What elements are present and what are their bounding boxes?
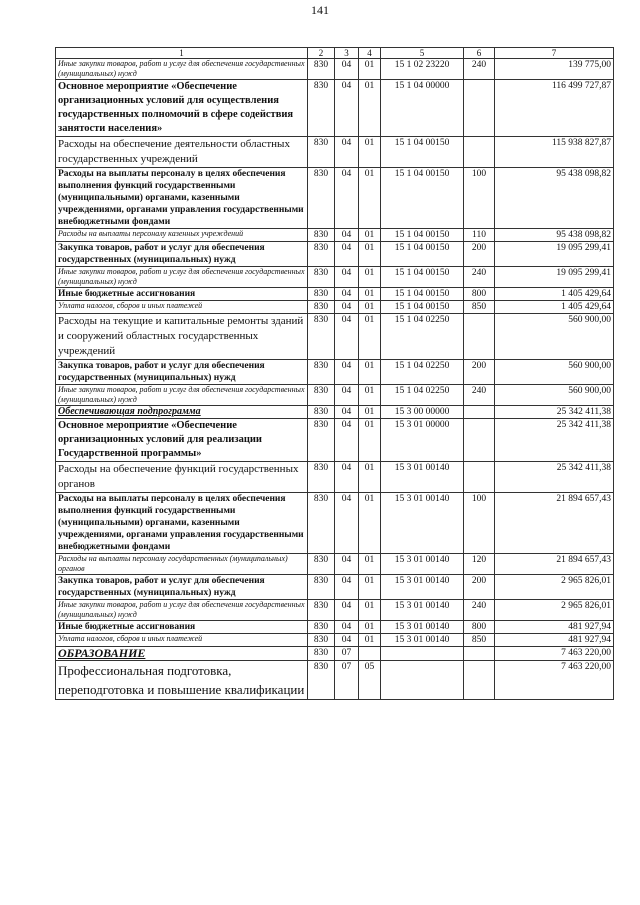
target-article-cell: 15 1 04 00150 [381,242,464,267]
row-name-cell: Иные бюджетные ассигнования [56,288,308,301]
section-code-cell: 04 [335,229,359,242]
section-code-cell: 04 [335,314,359,360]
expense-type-cell: 800 [464,621,495,634]
row-name-cell: Закупка товаров, работ и услуг для обеспечения государственных (муниципальных) нужд [56,575,308,600]
admin-code-cell: 830 [308,168,335,229]
row-name-cell: Обеспечивающая подпрограмма [56,406,308,419]
row-name-cell: Профессиональная подготовка, переподготовка и повышение квалификации [56,661,308,700]
subsection-code-cell: 01 [359,621,381,634]
subsection-code-cell: 01 [359,600,381,621]
target-article-cell [381,661,464,700]
header-cell: 5 [381,48,464,59]
row-name-cell: Иные бюджетные ассигнования [56,621,308,634]
table-row [56,493,614,554]
subsection-code-cell: 01 [359,385,381,406]
admin-code-cell: 830 [308,229,335,242]
subsection-code-cell: 01 [359,406,381,419]
target-article-cell: 15 3 01 00140 [381,634,464,647]
admin-code-cell: 830 [308,554,335,575]
row-name-cell: Расходы на выплаты персоналу казенных учреждений [56,229,308,242]
admin-code-cell: 830 [308,385,335,406]
section-code-cell: 07 [335,661,359,700]
table-row [56,621,614,634]
amount-cell: 25 342 411,38 [495,406,614,419]
target-article-cell: 15 1 04 02250 [381,360,464,385]
amount-cell: 7 463 220,00 [495,661,614,700]
row-name-cell: Иные закупки товаров, работ и услуг для обеспечения государственных (муниципальных) нужд [56,267,308,288]
subsection-code-cell: 01 [359,229,381,242]
subsection-code-cell: 01 [359,242,381,267]
table-row [56,634,614,647]
table-row [56,385,614,406]
amount-cell: 19 095 299,41 [495,242,614,267]
section-code-cell: 04 [335,406,359,419]
target-article-cell: 15 3 01 00000 [381,419,464,462]
row-name-cell: Расходы на выплаты персоналу в целях обеспечения выполнения функций государственными (муниципальными) органами, казенными учреждениями, органами управления государственными внебюджетными фондами [56,493,308,554]
table-row [56,80,614,137]
target-article-cell: 15 1 04 02250 [381,385,464,406]
row-name-cell: Расходы на текущие и капитальные ремонты зданий и сооружений областных государственных учреждений [56,314,308,360]
section-code-cell: 04 [335,493,359,554]
table-row [56,406,614,419]
section-code-cell: 04 [335,288,359,301]
target-article-cell: 15 3 01 00140 [381,575,464,600]
table-row [56,600,614,621]
subsection-code-cell: 01 [359,419,381,462]
subsection-code-cell: 01 [359,575,381,600]
admin-code-cell: 830 [308,80,335,137]
subsection-code-cell: 01 [359,80,381,137]
table-row [56,229,614,242]
target-article-cell: 15 1 04 00150 [381,267,464,288]
section-code-cell: 04 [335,385,359,406]
amount-cell: 2 965 826,01 [495,600,614,621]
row-name-cell: Иные закупки товаров, работ и услуг для обеспечения государственных (муниципальных) нужд [56,385,308,406]
section-code-cell: 04 [335,634,359,647]
target-article-cell [381,647,464,661]
section-code-cell: 04 [335,137,359,168]
row-name-cell: Закупка товаров, работ и услуг для обеспечения государственных (муниципальных) нужд [56,242,308,267]
admin-code-cell: 830 [308,137,335,168]
target-article-cell: 15 3 01 00140 [381,462,464,493]
amount-cell: 481 927,94 [495,634,614,647]
table-row [56,301,614,314]
section-code-cell: 04 [335,575,359,600]
admin-code-cell: 830 [308,634,335,647]
table-row [56,59,614,80]
expense-type-cell: 240 [464,600,495,621]
expense-type-cell: 100 [464,493,495,554]
admin-code-cell: 830 [308,621,335,634]
admin-code-cell: 830 [308,360,335,385]
section-code-cell: 04 [335,242,359,267]
subsection-code-cell: 01 [359,168,381,229]
amount-cell: 560 900,00 [495,314,614,360]
expense-type-cell [464,419,495,462]
subsection-code-cell: 01 [359,462,381,493]
table-row [56,462,614,493]
page-number: 141 [311,3,329,17]
target-article-cell: 15 1 04 00150 [381,137,464,168]
target-article-cell: 15 3 01 00140 [381,554,464,575]
amount-cell: 139 775,00 [495,59,614,80]
amount-cell: 19 095 299,41 [495,267,614,288]
expense-type-cell: 240 [464,59,495,80]
amount-cell: 1 405 429,64 [495,301,614,314]
expense-type-cell [464,80,495,137]
admin-code-cell: 830 [308,419,335,462]
amount-cell: 115 938 827,87 [495,137,614,168]
expense-type-cell [464,406,495,419]
expense-type-cell: 100 [464,168,495,229]
amount-cell: 7 463 220,00 [495,647,614,661]
table-row [56,575,614,600]
row-name-cell: Расходы на обеспечение деятельности областных государственных учреждений [56,137,308,168]
admin-code-cell: 830 [308,288,335,301]
subsection-code-cell: 01 [359,493,381,554]
target-article-cell: 15 1 02 23220 [381,59,464,80]
admin-code-cell: 830 [308,301,335,314]
row-name-cell: Основное мероприятие «Обеспечение организационных условий для осуществления государственных полномочий в сфере содействия занятости населения» [56,80,308,137]
admin-code-cell: 830 [308,406,335,419]
table-row [56,647,614,661]
row-name-cell: Расходы на выплаты персоналу государственных (муниципальных) органов [56,554,308,575]
table-row [56,554,614,575]
table-row [56,360,614,385]
header-cell: 1 [56,48,308,59]
expense-type-cell: 240 [464,385,495,406]
admin-code-cell: 830 [308,493,335,554]
section-code-cell: 04 [335,419,359,462]
amount-cell: 481 927,94 [495,621,614,634]
subsection-code-cell: 01 [359,360,381,385]
section-code-cell: 04 [335,80,359,137]
row-name-cell: Расходы на обеспечение функций государственных органов [56,462,308,493]
admin-code-cell: 830 [308,314,335,360]
header-cell: 6 [464,48,495,59]
expense-type-cell [464,647,495,661]
expense-type-cell: 800 [464,288,495,301]
amount-cell: 25 342 411,38 [495,462,614,493]
header-cell: 4 [359,48,381,59]
subsection-code-cell: 01 [359,301,381,314]
subsection-code-cell: 01 [359,267,381,288]
table-row [56,137,614,168]
amount-cell: 25 342 411,38 [495,419,614,462]
expense-type-cell: 200 [464,360,495,385]
row-name-cell: Расходы на выплаты персоналу в целях обеспечения выполнения функций государственными (муниципальными) органами, казенными учреждениями, органами управления государственными внебюджетными фондами [56,168,308,229]
expense-type-cell: 240 [464,267,495,288]
expense-type-cell [464,314,495,360]
admin-code-cell: 830 [308,575,335,600]
subsection-code-cell: 01 [359,288,381,301]
subsection-code-cell: 01 [359,59,381,80]
admin-code-cell: 830 [308,267,335,288]
target-article-cell: 15 1 04 00150 [381,288,464,301]
admin-code-cell: 830 [308,647,335,661]
target-article-cell: 15 3 01 00140 [381,621,464,634]
amount-cell: 21 894 657,43 [495,493,614,554]
expense-type-cell: 850 [464,301,495,314]
expense-type-cell: 120 [464,554,495,575]
row-name-cell: Закупка товаров, работ и услуг для обеспечения государственных (муниципальных) нужд [56,360,308,385]
section-code-cell: 04 [335,59,359,80]
amount-cell: 116 499 727,87 [495,80,614,137]
row-name-cell: Уплата налогов, сборов и иных платежей [56,634,308,647]
target-article-cell: 15 1 04 02250 [381,314,464,360]
expense-type-cell: 200 [464,242,495,267]
section-code-cell: 04 [335,621,359,634]
section-code-cell: 04 [335,462,359,493]
section-code-cell: 07 [335,647,359,661]
expense-type-cell: 110 [464,229,495,242]
header-cell: 7 [495,48,614,59]
amount-cell: 21 894 657,43 [495,554,614,575]
subsection-code-cell [359,647,381,661]
subsection-code-cell: 01 [359,137,381,168]
table-row [56,661,614,700]
amount-cell: 95 438 098,82 [495,168,614,229]
header-cell: 3 [335,48,359,59]
admin-code-cell: 830 [308,600,335,621]
expense-type-cell: 200 [464,575,495,600]
target-article-cell: 15 1 04 00150 [381,301,464,314]
table-row [56,288,614,301]
section-code-cell: 04 [335,360,359,385]
amount-cell: 560 900,00 [495,385,614,406]
subsection-code-cell: 01 [359,554,381,575]
table-row [56,168,614,229]
row-name-cell: Уплата налогов, сборов и иных платежей [56,301,308,314]
table-row [56,242,614,267]
section-code-cell: 04 [335,554,359,575]
amount-cell: 95 438 098,82 [495,229,614,242]
admin-code-cell: 830 [308,462,335,493]
target-article-cell: 15 1 04 00150 [381,168,464,229]
table-row [56,314,614,360]
expense-type-cell [464,137,495,168]
section-code-cell: 04 [335,600,359,621]
subsection-code-cell: 05 [359,661,381,700]
admin-code-cell: 830 [308,242,335,267]
expense-type-cell [464,462,495,493]
section-code-cell: 04 [335,301,359,314]
target-article-cell: 15 3 01 00140 [381,493,464,554]
target-article-cell: 15 1 04 00000 [381,80,464,137]
row-name-cell: ОБРАЗОВАНИЕ [56,647,308,661]
subsection-code-cell: 01 [359,314,381,360]
row-name-cell: Иные закупки товаров, работ и услуг для обеспечения государственных (муниципальных) нужд [56,600,308,621]
header-cell: 2 [308,48,335,59]
amount-cell: 2 965 826,01 [495,575,614,600]
row-name-cell: Иные закупки товаров, работ и услуг для обеспечения государственных (муниципальных) нужд [56,59,308,80]
target-article-cell: 15 3 01 00140 [381,600,464,621]
section-code-cell: 04 [335,168,359,229]
admin-code-cell: 830 [308,661,335,700]
target-article-cell: 15 3 00 00000 [381,406,464,419]
expense-type-cell [464,661,495,700]
budget-table [55,47,614,700]
amount-cell: 1 405 429,64 [495,288,614,301]
table-header-row [56,48,614,59]
amount-cell: 560 900,00 [495,360,614,385]
expense-type-cell: 850 [464,634,495,647]
subsection-code-cell: 01 [359,634,381,647]
table-row [56,419,614,462]
target-article-cell: 15 1 04 00150 [381,229,464,242]
table-row [56,267,614,288]
section-code-cell: 04 [335,267,359,288]
row-name-cell: Основное мероприятие «Обеспечение организационных условий для реализации Государственной программы» [56,419,308,462]
admin-code-cell: 830 [308,59,335,80]
